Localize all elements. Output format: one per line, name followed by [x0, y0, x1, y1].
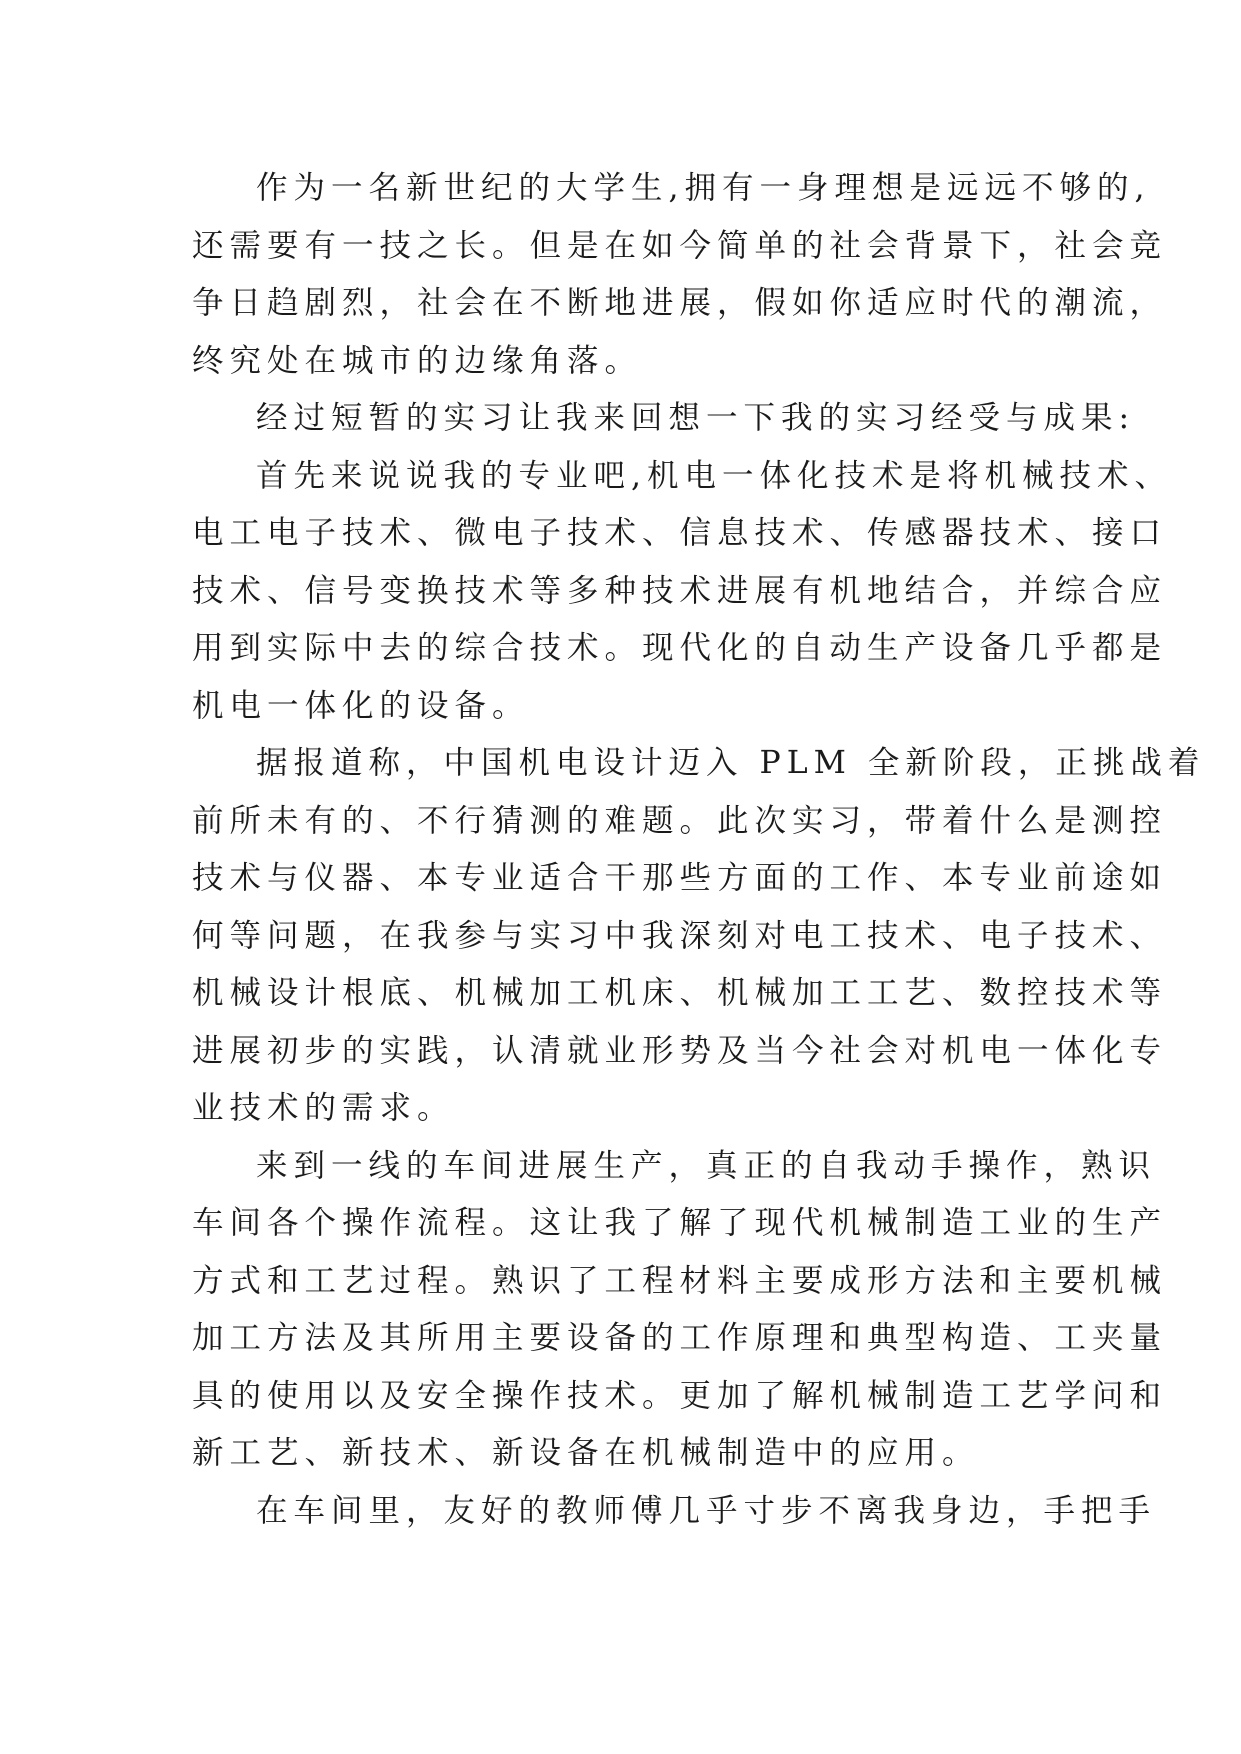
text-line: 加工方法及其所用主要设备的工作原理和典型构造、工夹量 [192, 1320, 1168, 1356]
text-line: 车间各个操作流程。这让我了解了现代机械制造工业的生产 [192, 1205, 1168, 1241]
text-line: 具的使用以及安全操作技术。更加了解机械制造工艺学问和 [192, 1377, 1168, 1414]
text-line: 新工艺、新技术、新设备在机械制造中的应用。 [192, 1435, 980, 1471]
text-line: 进展初步的实践，认清就业形势及当今社会对机电一体化专 [192, 1032, 1168, 1069]
text-line: 前所未有的、不行猜测的难题。此次实习，带着什么是测控 [192, 802, 1168, 839]
text-line: 机械设计根底、机械加工机床、机械加工工艺、数控技术等 [192, 975, 1168, 1011]
text-line: 首先来说说我的专业吧,机电一体化技术是将机械技术、 [256, 457, 1173, 494]
text-line: 方式和工艺过程。熟识了工程材料主要成形方法和主要机械 [192, 1262, 1168, 1299]
text-line: 争日趋剧烈，社会在不断地进展，假如你适应时代的潮流， [192, 285, 1168, 321]
text-line: 终究处在城市的边缘角落。 [192, 342, 643, 379]
text-line: 技术与仪器、本专业适合干那些方面的工作、本专业前途如 [192, 860, 1168, 896]
text-line: 来到一线的车间进展生产，真正的自我动手操作，熟识 [256, 1147, 1157, 1184]
text-line: 作为一名新世纪的大学生,拥有一身理想是远远不够的, [256, 170, 1151, 206]
text-line: 经过短暂的实习让我来回想一下我的实习经受与成果: [256, 400, 1136, 436]
text-line: 在车间里，友好的教师傅几乎寸步不离我身边，手把手 [256, 1492, 1157, 1529]
body-text [192, 160, 1206, 1540]
text-line: 电工电子技术、微电子技术、信息技术、传感器技术、接口 [192, 515, 1168, 551]
text-line: 技术、信号变换技术等多种技术进展有机地结合，并综合应 [192, 572, 1168, 609]
text-line: 机电一体化的设备。 [192, 687, 530, 724]
text-line: 用到实际中去的综合技术。现代化的自动生产设备几乎都是 [192, 630, 1168, 666]
text-line: 何等问题，在我参与实习中我深刻对电工技术、电子技术、 [192, 917, 1168, 954]
text-line: 据报道称，中国机电设计迈入 PLM 全新阶段，正挑战着 [256, 745, 1206, 781]
text-line: 还需要有一技之长。但是在如今简单的社会背景下，社会竞 [192, 227, 1168, 264]
text-line: 业技术的需求。 [192, 1090, 455, 1126]
